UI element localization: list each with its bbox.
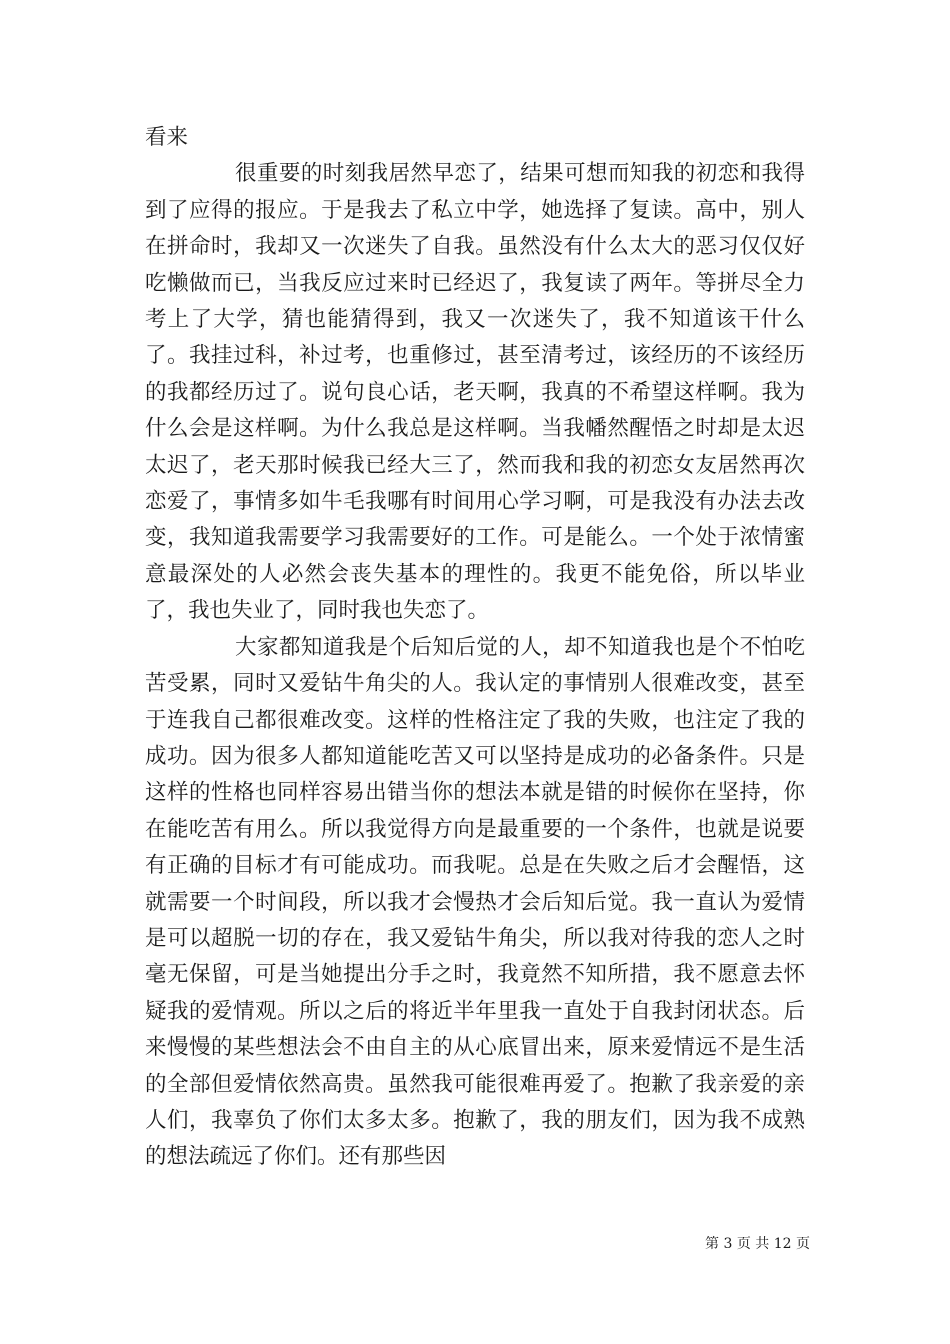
paragraph-continuation: 看来 xyxy=(145,125,189,150)
document-body xyxy=(145,120,805,1176)
page-number-footer: 第 3 页 共 12 页 xyxy=(705,1236,810,1252)
paragraph: 很重要的时刻我居然早恋了，结果可想而知我的初恋和我得到了应得的报应。于是我去了私立中学，她选择了复读。高中，别人在拼命时，我却又一次迷失了自我。虽然没有什么太大的恶习仅仅好吃懒做而已，当我反应过来时已经迟了，我复读了两年。等拼尽全力考上了大学，猜也能猜得到，我又一次迷失了，我不知道该干什么了。我挂过科，补过考，也重修过，甚至清考过，该经历的不该经历的我都经历过了。说句良心话，老天啊，我真的不希望这样啊。我为什么会是这样啊。为什么我总是这样啊。当我幡然醒悟之时却是太迟太迟了，老天那时候我已经大三了，然而我和我的初恋女友居然再次恋爱了，事情多如牛毛我哪有时间用心学习啊，可是我没有办法去改变，我知道我需要学习我需要好的工作。可是能么。一个处于浓情蜜意最深处的人必然会丧失基本的理性的。我更不能免俗，所以毕业了，我也失业了，同时我也失恋了。 xyxy=(145,161,805,624)
paragraph: 大家都知道我是个后知后觉的人，却不知道我也是个不怕吃苦受累，同时又爱钻牛角尖的人。我认定的事情别人很难改变，甚至于连我自己都很难改变。这样的性格注定了我的失败，也注定了我的成功。因为很多人都知道能吃苦又可以坚持是成功的必备条件。只是这样的性格也同样容易出错当你的想法本就是错的时候你在坚持，你在能吃苦有用么。所以我觉得方向是最重要的一个条件，也就是说要有正确的目标才有可能成功。而我呢。总是在失败之后才会醒悟，这就需要一个时间段，所以我才会慢热才会后知后觉。我一直认为爱情是可以超脱一切的存在，我又爱钻牛角尖，所以我对待我的恋人之时毫无保留，可是当她提出分手之时，我竟然不知所措，我不愿意去怀疑我的爱情观。所以之后的将近半年里我一直处于自我封闭状态。后来慢慢的某些想法会不由自主的从心底冒出来，原来爱情远不是生活的全部但爱情依然高贵。虽然我可能很难再爱了。抱歉了我亲爱的亲人们，我辜负了你们太多太多。抱歉了，我的朋友们，因为我不成熟的想法疏远了你们。还有那些因 xyxy=(145,634,805,1170)
